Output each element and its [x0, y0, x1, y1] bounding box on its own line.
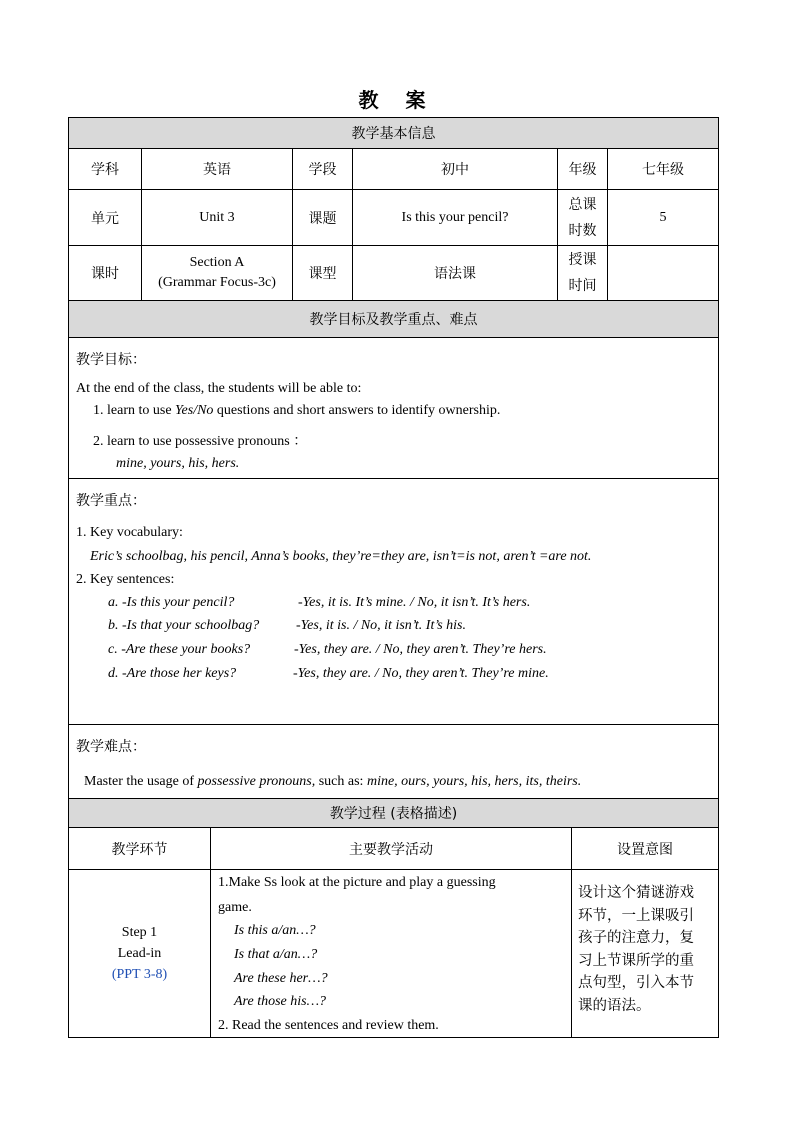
type-label-cell: [292, 245, 353, 301]
key-points-label: 教学重点：: [76, 493, 146, 509]
process-col-purpose-label: 设置意图: [617, 841, 673, 858]
unit-label: 单元: [91, 210, 119, 227]
activity-sentence-1: Is this a/an…?: [234, 923, 316, 938]
process-col-activity-label: 主要教学活动: [349, 841, 433, 858]
activity-line-1: 1.Make Ss look at the picture and play a guessing: [218, 875, 496, 890]
objective-item-1: [93, 403, 500, 419]
key-sentence-q-d: d. -Are those her keys?: [108, 666, 237, 681]
time-label-line2: 时间: [568, 278, 597, 294]
stage-label-cell: [292, 148, 353, 190]
period-value-line2: (Grammar Focus-3c): [158, 275, 276, 290]
key-sentence-a-d: -Yes, they are. / No, they aren’t. They’re mine.: [293, 666, 549, 681]
key-sentences-title: 2. Key sentences:: [76, 572, 175, 587]
process-col-activity: [210, 827, 572, 870]
process-col-step-label: 教学环节: [111, 841, 168, 858]
key-vocab: Eric’s schoolbag, his pencil, Anna’s books, they’re=they are, isn’t=is not, aren’t =are not.: [90, 549, 592, 564]
objective-item-1-italic: Yes/No: [175, 403, 214, 418]
objective-item-1-post: questions and short answers to identify ownership.: [213, 403, 501, 418]
activity-last: 2. Read the sentences and review them.: [218, 1018, 439, 1033]
step-1-cell: [68, 869, 211, 1038]
total-label-line2: 时数: [568, 222, 597, 239]
purpose-line-5: 点句型，引入本节: [578, 975, 694, 991]
process-header: [68, 798, 719, 828]
process-col-purpose: [571, 827, 719, 870]
grade-value: 七年级: [642, 162, 684, 178]
period-value-line1: Section A: [189, 255, 245, 270]
step-1-ppt: (PPT 3-8): [111, 967, 168, 982]
stage-value: 初中: [441, 162, 469, 178]
process-header-text: 教学过程 (表格描述): [329, 806, 458, 822]
difficulties-text: [84, 774, 581, 790]
basic-info-header: [68, 117, 719, 149]
topic-label: 课题: [308, 210, 337, 227]
stage-label: 学段: [308, 162, 337, 178]
grade-cell: [607, 148, 719, 190]
objective-item-2-words: mine, yours, his, hers.: [116, 456, 240, 471]
activity-sentence-2: Is that a/an…?: [234, 947, 318, 962]
key-sentence-a-a: -Yes, it is. It’s mine. / No, it isn’t. It’s hers.: [298, 595, 531, 610]
type-value: 语法课: [434, 266, 476, 282]
type-cell: [352, 245, 558, 301]
purpose-text: [578, 882, 694, 1017]
total-value: 5: [659, 209, 667, 225]
key-sentence-a-c: -Yes, they are. / No, they aren’t. They’re hers.: [294, 642, 547, 657]
period-label-cell: [68, 245, 142, 301]
purpose-line-6: 课的语法。: [578, 997, 651, 1014]
total-cell: [607, 189, 719, 246]
difficulties-italic-1: possessive pronouns,: [197, 774, 316, 789]
subject-label-cell: [68, 148, 142, 190]
subject-value: 英语: [203, 162, 231, 178]
difficulties-italic-2: mine, ours, yours, his, hers, its, theirs.: [366, 774, 582, 789]
objectives-label: 教学目标：: [76, 352, 146, 368]
time-label-cell: [557, 245, 608, 301]
subject-cell: [141, 148, 293, 190]
activity-sentence-3: Are these her…?: [234, 971, 328, 986]
total-label-cell: [557, 189, 608, 246]
activity-line-2: game.: [218, 900, 252, 915]
period-cell: [141, 245, 293, 301]
key-sentence-q-b: b. -Is that your schoolbag?: [108, 618, 260, 633]
purpose-line-2: 环节，一上课吸引: [578, 907, 694, 924]
purpose-line-1: 设计这个猜谜游戏: [578, 885, 694, 901]
grade-label-cell: [557, 148, 608, 190]
objective-item-2: 2. learn to use possessive pronouns ：: [93, 434, 308, 449]
unit-label-cell: [68, 189, 142, 246]
subject-label: 学科: [91, 162, 119, 178]
topic-cell: [352, 189, 558, 246]
difficulties-mid: such as:: [315, 774, 367, 789]
difficulties-label: 教学难点：: [76, 739, 146, 755]
objectives-intro: At the end of the class, the students will be able to:: [76, 381, 362, 396]
key-vocab-title: 1. Key vocabulary:: [76, 525, 183, 540]
objective-item-1-pre: 1. learn to use: [93, 403, 176, 418]
step-1-name: Lead-in: [117, 946, 162, 961]
grade-label: 年级: [568, 162, 597, 178]
type-label: 课型: [308, 266, 337, 282]
stage-cell: [352, 148, 558, 190]
basic-info-header-text: 教学基本信息: [351, 126, 436, 142]
difficulties-pre: Master the usage of: [84, 774, 198, 789]
step-1-number: Step 1: [121, 925, 158, 940]
document-title: 教 案: [358, 88, 436, 112]
objectives-header-text: 教学目标及教学重点、难点: [309, 312, 478, 328]
topic-value: Is this your pencil?: [401, 209, 509, 225]
key-sentence-q-a: a. -Is this your pencil?: [108, 595, 235, 610]
key-sentence-q-c: c. -Are these your books?: [108, 642, 251, 657]
total-label-line1: 总课: [568, 196, 597, 213]
time-cell: [607, 245, 719, 301]
activity-sentence-4: Are those his…?: [234, 994, 327, 1009]
process-col-step: [68, 827, 211, 870]
unit-value: Unit 3: [199, 209, 235, 225]
unit-cell: [141, 189, 293, 246]
purpose-line-4: 习上节课所学的重: [578, 952, 694, 969]
objectives-header: [68, 300, 719, 338]
key-sentence-a-b: -Yes, it is. / No, it isn’t. It’s his.: [296, 618, 466, 633]
topic-label-cell: [292, 189, 353, 246]
purpose-line-3: 孩子的注意力，复: [578, 930, 694, 946]
time-label-line1: 授课: [568, 252, 597, 268]
period-label: 课时: [91, 266, 119, 282]
